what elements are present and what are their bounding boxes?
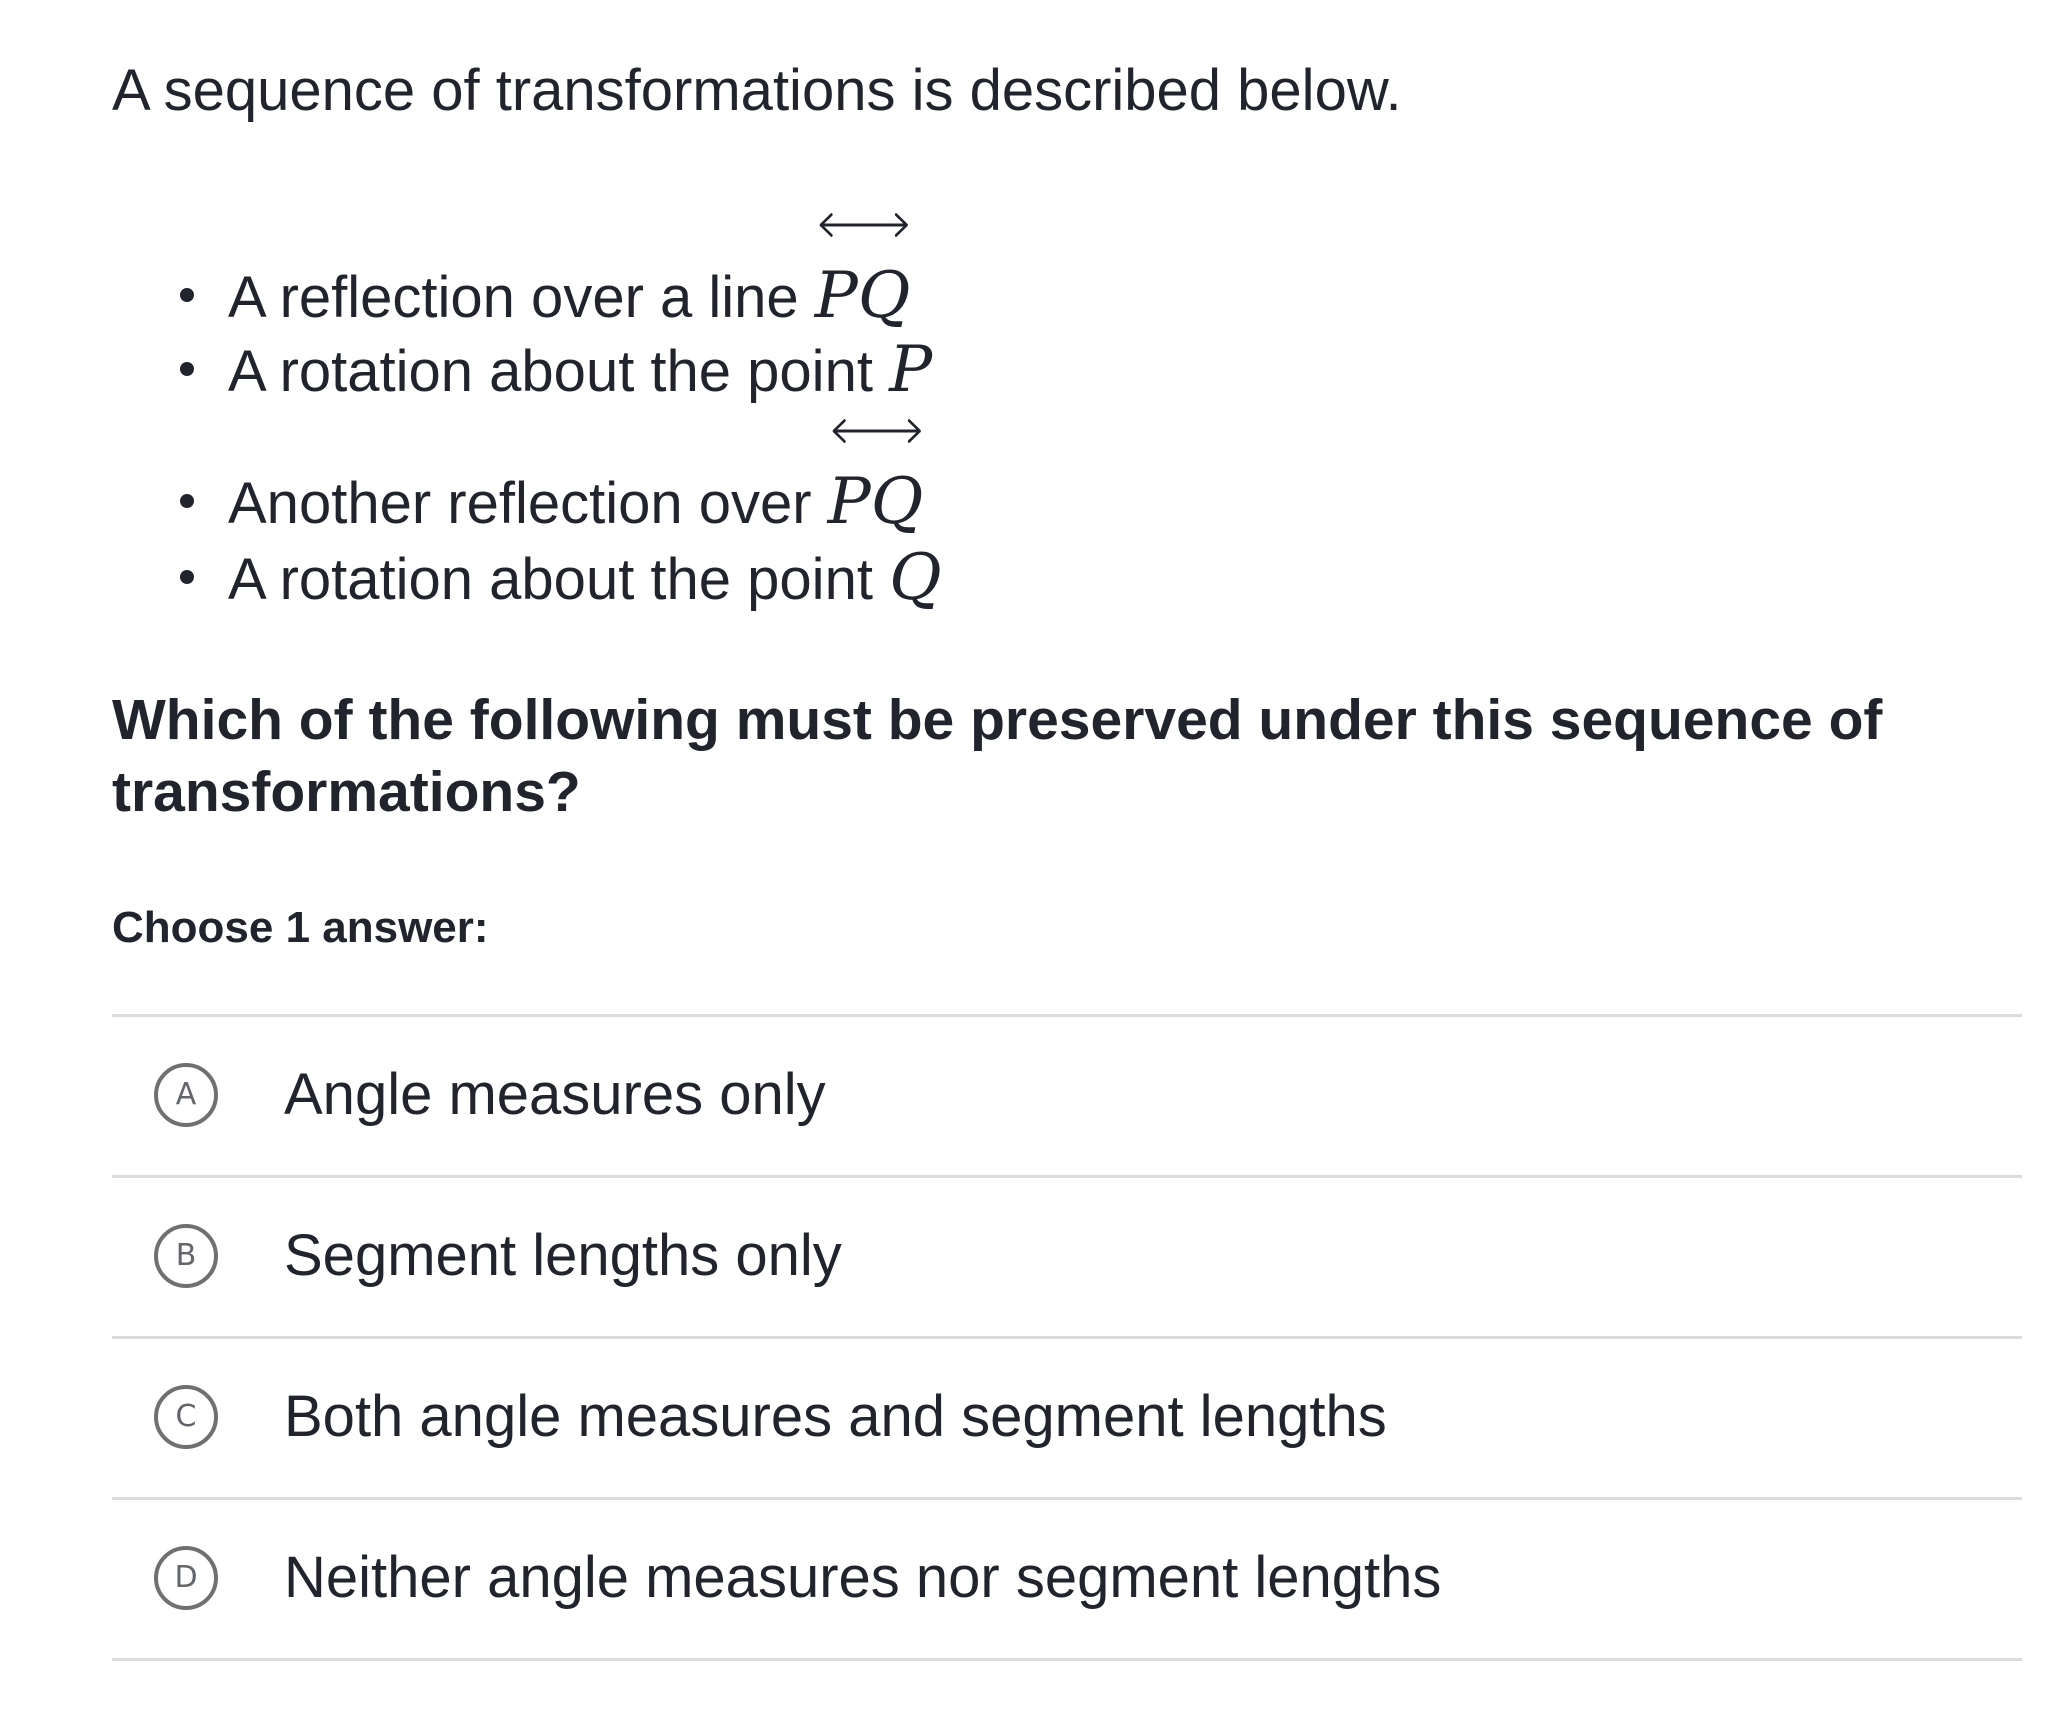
choice-c[interactable] (112, 1339, 2022, 1500)
choice-b[interactable] (112, 1178, 2022, 1339)
choice-radio-icon[interactable]: A (154, 1063, 218, 1127)
math-expression (828, 462, 924, 542)
step-text (228, 330, 932, 412)
choice-d[interactable] (112, 1500, 2022, 1661)
math-variable: Q (889, 541, 942, 615)
step-label: Another reflection over (228, 471, 828, 536)
math-variable: PQ (814, 259, 911, 333)
choice-label[interactable]: Segment lengths only (284, 1223, 842, 1288)
question-text: Which of the following must be preserved under this sequence of transformations? (112, 688, 1883, 824)
choice-label[interactable]: Both angle measures and segment lengths (284, 1384, 1387, 1449)
transformation-steps-list (0, 0, 2048, 640)
bullet-icon (180, 494, 194, 508)
step-label: A rotation about the point (228, 547, 890, 612)
choice-a[interactable] (112, 1017, 2022, 1178)
line-arrow-icon (819, 212, 909, 238)
math-variable: PQ (827, 465, 924, 539)
line-arrow-icon (832, 418, 922, 444)
choice-radio-icon[interactable]: D (154, 1546, 218, 1610)
step-text (228, 538, 942, 620)
answer-choices (112, 1014, 2022, 1661)
choice-radio-icon[interactable]: C (154, 1385, 218, 1449)
bullet-icon (180, 570, 194, 584)
step-label: A rotation about the point (228, 339, 890, 404)
step-text (228, 256, 910, 338)
choice-radio-icon[interactable]: B (154, 1224, 218, 1288)
bullet-icon (180, 288, 194, 302)
math-variable: P (889, 333, 933, 407)
bullet-icon (180, 362, 194, 376)
step-text (228, 462, 923, 544)
math-expression (815, 256, 911, 336)
step-label: A reflection over a line (228, 265, 815, 330)
intro-text: A sequence of transformations is described below. (112, 58, 1402, 123)
choose-answer-label: Choose 1 answer: (112, 903, 489, 952)
choice-label[interactable]: Angle measures only (284, 1062, 826, 1127)
choice-label[interactable]: Neither angle measures nor segment lengths (284, 1545, 1442, 1610)
